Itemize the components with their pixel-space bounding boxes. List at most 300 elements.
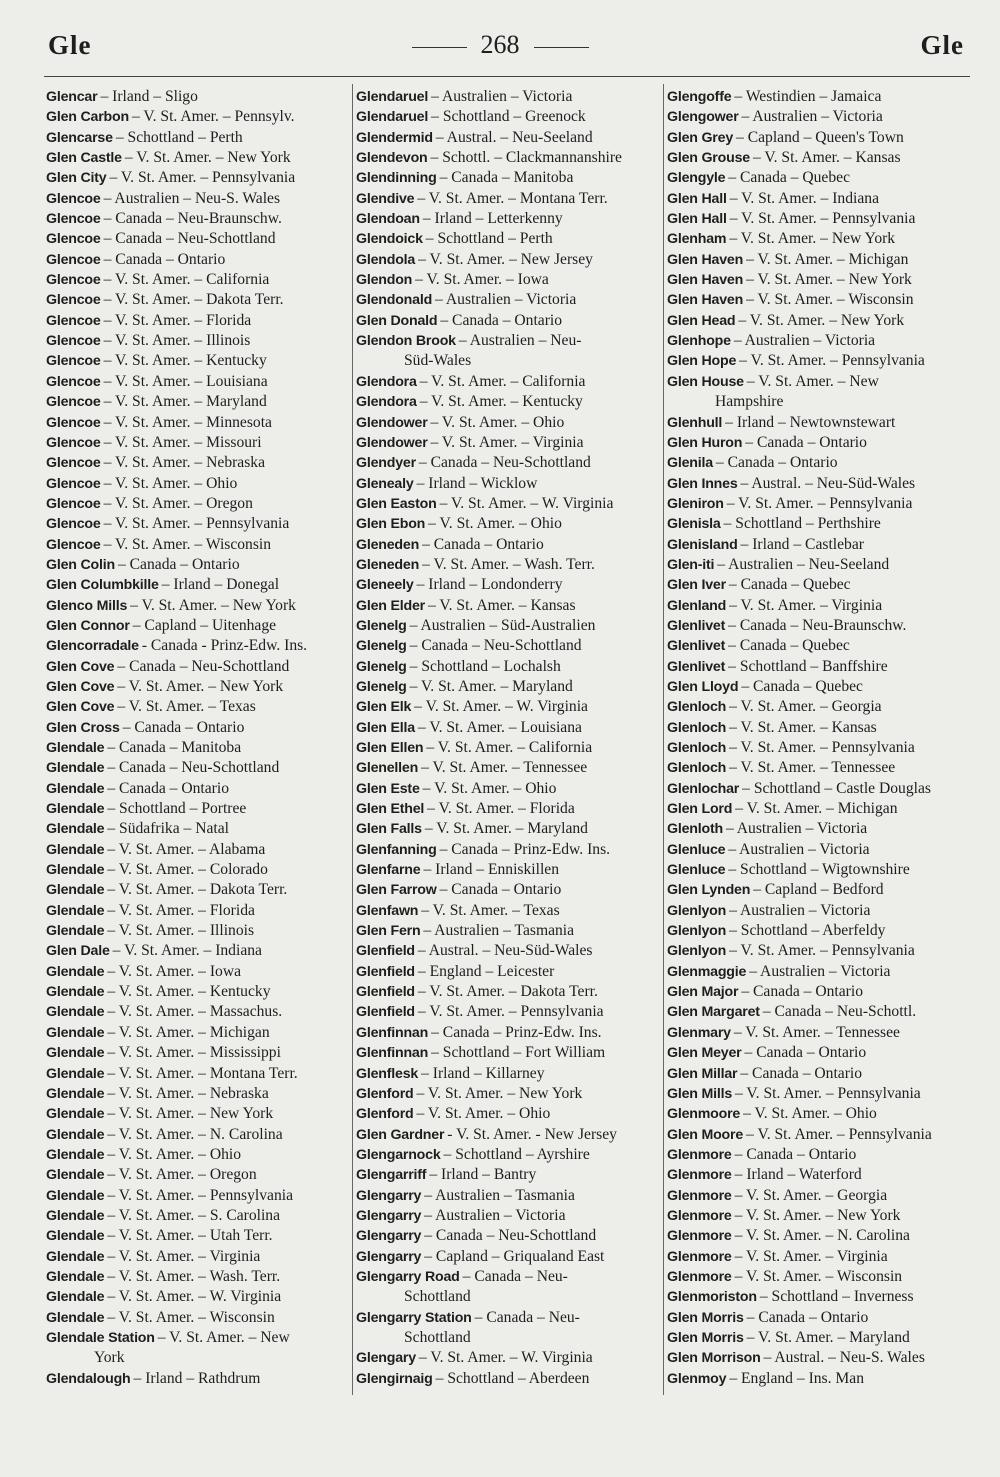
gazetteer-entry	[356, 616, 656, 636]
entry-place-name: Glenluce	[667, 841, 726, 858]
entry-location: – Canada – Neu-Schottl.	[762, 1003, 917, 1021]
entry-place-name: Glenealy	[356, 475, 414, 492]
entry-location: – V. St. Amer. – N. Carolina	[107, 1125, 283, 1143]
column-1	[46, 87, 346, 1389]
entry-location: – V. St. Amer. – N. Carolina	[734, 1227, 910, 1245]
page-number-line	[0, 30, 1000, 60]
entry-location: – Australien – Victoria	[728, 840, 870, 858]
gazetteer-entry	[667, 982, 967, 1002]
entry-location: – V. St. Amer. – New York	[729, 230, 896, 248]
entry-place-name: Glenmoy	[667, 1370, 727, 1387]
entry-place-name: Glencoe	[46, 495, 101, 512]
entry-location: – Irland – Waterford	[734, 1166, 862, 1184]
entry-place-name: Glen Donald	[356, 312, 438, 329]
gazetteer-entry	[356, 941, 656, 961]
entry-place-name: Glendola	[356, 251, 416, 268]
gazetteer-entry	[356, 1369, 656, 1389]
entry-location: – Canada – Ontario	[122, 718, 245, 736]
gazetteer-entry	[356, 1145, 656, 1165]
entry-place-name: Glen Gardner	[356, 1126, 445, 1143]
entry-place-name: Glencoe	[46, 251, 101, 268]
entry-location: – V. St. Amer. – New Jersey	[418, 250, 593, 268]
gazetteer-entry	[667, 311, 967, 331]
entry-location: – Australien – Neu-S. Wales	[103, 189, 281, 207]
entry-place-name: Glenlivet	[667, 617, 726, 634]
gazetteer-entry	[46, 290, 346, 310]
entry-place-name: Glen-iti	[667, 556, 715, 573]
gazetteer-entry	[46, 555, 346, 575]
entry-place-name: Glenford	[356, 1106, 414, 1123]
entry-place-name: Glendale	[46, 1167, 105, 1184]
gazetteer-entry	[356, 250, 656, 270]
entry-place-name: Glencoe	[46, 414, 101, 431]
entry-location: – V. St. Amer. – W. Virginia	[107, 1288, 282, 1306]
entry-place-name: Glen Morris	[667, 1309, 744, 1326]
entry-place-name: Glendale	[46, 923, 105, 940]
entry-location-continued: York	[94, 1349, 125, 1367]
entry-location: – Irland – Letterkenny	[422, 210, 563, 228]
entry-location: – Austral. – Neu-S. Wales	[763, 1349, 925, 1367]
entry-place-name: Glendonald	[356, 292, 433, 309]
entry-location: – V. St. Amer. – California	[426, 739, 593, 756]
gazetteer-entry	[46, 697, 346, 717]
entry-place-name: Glenmary	[667, 1024, 731, 1041]
gazetteer-entry	[667, 941, 967, 961]
entry-location: – Canada – Neu-Schottland	[424, 1227, 597, 1245]
entry-location: – V. St. Amer. – New York	[734, 1206, 901, 1224]
entry-place-name: Glen Iver	[667, 577, 726, 594]
entry-location: – Austral. – Neu-Süd-Wales	[417, 942, 593, 960]
gazetteer-entry	[667, 1165, 967, 1185]
gazetteer-entry	[46, 840, 346, 860]
gazetteer-entry	[356, 535, 656, 555]
entry-place-name: Glendale	[46, 1289, 105, 1306]
gazetteer-entry	[356, 636, 656, 656]
entry-location: – Irland – Sligo	[100, 88, 198, 105]
entry-place-name: Glenmore	[667, 1228, 732, 1245]
gazetteer-entry	[667, 351, 967, 371]
gazetteer-entry	[356, 962, 656, 982]
entry-location: – V. St. Amer. – New York	[746, 271, 912, 289]
gazetteer-entry	[667, 514, 967, 534]
gazetteer-entry	[46, 1165, 346, 1185]
entry-place-name: Glendale	[46, 760, 105, 777]
gazetteer-entry	[667, 718, 967, 738]
entry-place-name: Glen Grey	[667, 129, 734, 146]
entry-place-name: Glendora	[356, 373, 417, 390]
gazetteer-entry	[356, 392, 656, 412]
entry-location: – Canada – Ontario	[745, 433, 867, 451]
entry-location: – V. St. Amer. – W. Virginia	[414, 698, 588, 716]
entry-location: – Canada – Neu-Schottland	[117, 657, 290, 675]
entry-location: – V. St. Amer. – Virginia	[107, 1247, 261, 1265]
gazetteer-entry	[356, 311, 656, 331]
entry-place-name: Glen Millar	[667, 1065, 738, 1082]
entry-location-continued: Schottland	[404, 1328, 471, 1346]
entry-location: – V. St. Amer. – Indiana	[112, 942, 262, 960]
gazetteer-entry	[667, 1226, 967, 1246]
entry-place-name: Glendoick	[356, 231, 423, 248]
gazetteer-entry	[356, 1206, 656, 1226]
entry-place-name: Glencoe	[46, 373, 101, 390]
gazetteer-entry	[46, 250, 346, 270]
entry-place-name: Glenlochar	[667, 780, 740, 797]
gazetteer-entry	[356, 474, 656, 494]
entry-location: – V. St. Amer. – Montana Terr.	[417, 189, 608, 207]
entry-place-name: Glenmore	[667, 1207, 732, 1224]
entry-place-name: Glengarry Road	[356, 1268, 460, 1285]
entry-location: – V. St. Amer. – Illinois	[107, 922, 255, 940]
gazetteer-entry	[667, 535, 967, 555]
entry-location: – V. St. Amer. – Pennsylvania	[746, 1125, 932, 1143]
entry-place-name: Glen Morris	[667, 1329, 744, 1346]
gazetteer-entry	[356, 1023, 656, 1043]
gazetteer-entry	[356, 758, 656, 778]
entry-location: – V. St. Amer. – Georgia	[729, 698, 882, 716]
entry-location: – V. St. Amer. – Pennsylvania	[739, 352, 925, 370]
gazetteer-entry	[356, 209, 656, 229]
entry-location: – Canada – Prinz-Edw. Ins.	[439, 840, 611, 858]
entry-place-name: Glendale	[46, 801, 105, 818]
entry-location: – V. St. Amer. – California	[419, 372, 586, 390]
entry-place-name: Glendinning	[356, 170, 437, 187]
entry-location: – V. St. Amer. – Minnesota	[103, 413, 272, 431]
entry-place-name: Glendale	[46, 1106, 105, 1123]
entry-place-name: Glenelg	[356, 658, 407, 675]
entry-location: – V. St. Amer. – Massachus.	[107, 1003, 283, 1021]
gazetteer-entry	[667, 779, 967, 799]
entry-place-name: Glengyle	[667, 170, 726, 187]
entry-location: – V. St. Amer. – Kentucky	[419, 393, 583, 411]
entry-place-name: Glen Lloyd	[667, 678, 739, 695]
entry-location: – Canada – Neu-Braunschw.	[103, 210, 282, 228]
entry-location: – Australien – Victoria	[729, 901, 871, 919]
gazetteer-entry	[667, 860, 967, 880]
entry-place-name: Glenfinnan	[356, 1024, 429, 1041]
entry-location: – Schottland – Wigtownshire	[728, 861, 910, 879]
entry-place-name: Glen Este	[356, 780, 420, 797]
gazetteer-entry	[46, 860, 346, 880]
entry-place-name: Glendermid	[356, 129, 433, 146]
entry-location: – Canada – Ontario	[422, 535, 544, 553]
entry-place-name: Glencoe	[46, 394, 101, 411]
entry-location: – Schottland – Inverness	[759, 1288, 914, 1306]
gazetteer-entry	[46, 209, 346, 229]
gazetteer-entry	[46, 596, 346, 616]
entry-place-name: Glendale	[46, 780, 105, 797]
gazetteer-entry	[667, 677, 967, 697]
entry-place-name: Glenhope	[667, 333, 731, 350]
entry-location: – Australien – Victoria	[741, 108, 883, 126]
entry-location: – Canada – Neu-	[474, 1308, 580, 1326]
entry-place-name: Glenloch	[667, 740, 727, 756]
entry-location: – V. St. Amer. – Mississippi	[107, 1044, 281, 1062]
gazetteer-entry	[667, 901, 967, 921]
column-3	[667, 87, 967, 1389]
gazetteer-entry	[46, 982, 346, 1002]
entry-location: – V. St. Amer. – Ohio	[430, 413, 565, 431]
entry-location: – Schottland – Banffshire	[728, 657, 888, 675]
entry-location: – V. St. Amer. – Tennessee	[421, 759, 588, 777]
gazetteer-entry	[667, 1084, 967, 1104]
entry-location: – V. St. Amer. – Tennessee	[729, 759, 896, 777]
entry-location: - Canada - Prinz-Edw. Ins.	[141, 637, 308, 655]
gazetteer-entry	[667, 1023, 967, 1043]
gazetteer-entry	[667, 433, 967, 453]
entry-place-name: Glencoe	[46, 190, 101, 207]
entry-location: – Westindien – Jamaica	[734, 88, 882, 105]
entry-location: – V. St. Amer. – Alabama	[107, 840, 266, 858]
entry-place-name: Glendale	[46, 1004, 105, 1021]
entry-place-name: Glen Falls	[356, 821, 422, 838]
entry-place-name: Glengirnaig	[356, 1370, 433, 1387]
gazetteer-entry	[46, 1328, 346, 1369]
entry-place-name: Glencarse	[46, 129, 113, 146]
entry-location: – V. St. Amer. – New York	[416, 1084, 583, 1102]
entry-place-name: Glenmoore	[667, 1106, 741, 1123]
gazetteer-entry	[667, 1145, 967, 1165]
gazetteer-entry	[667, 1247, 967, 1267]
entry-place-name: Glendaruel	[356, 89, 429, 105]
entry-location: – Irland – Bantry	[429, 1166, 537, 1184]
gazetteer-entry	[356, 901, 656, 921]
entry-place-name: Glen Haven	[667, 251, 744, 268]
entry-place-name: Glendon Brook	[356, 333, 456, 350]
gazetteer-entry	[356, 128, 656, 148]
entry-location: – V. St. Amer. – Virginia	[734, 1247, 888, 1265]
gazetteer-entry	[46, 1084, 346, 1104]
entry-place-name: Glendale	[46, 862, 105, 879]
entry-place-name: Glen Hall	[667, 211, 727, 228]
entry-place-name: Glendaruel	[356, 109, 429, 126]
entry-location: – V. St. Amer. – Pennsylvania	[103, 515, 290, 533]
entry-place-name: Glencoe	[46, 231, 101, 248]
entry-location: – Australien – Tasmania	[424, 1186, 575, 1204]
gazetteer-entry	[667, 1287, 967, 1307]
entry-location: – Canada – Prinz-Edw. Ins.	[431, 1023, 602, 1041]
entry-place-name: Glengary	[356, 1350, 416, 1367]
entry-location: – V. St. Amer. – Tennessee	[733, 1023, 900, 1041]
gazetteer-entry	[667, 413, 967, 433]
entry-place-name: Glenmaggie	[667, 963, 747, 980]
entry-location: – Canada – Ontario	[439, 881, 562, 899]
entry-location: – Canada – Ontario	[107, 779, 230, 797]
entry-location: – Austral. – Neu-Süd-Wales	[740, 474, 916, 492]
entry-place-name: Glenloch	[667, 699, 727, 716]
entry-location: – V. St. Amer. – Wash. Terr.	[422, 555, 595, 573]
entry-location: – V. St. Amer. – Michigan	[735, 800, 898, 818]
entry-location: – Capland – Griqualand East	[424, 1247, 605, 1265]
entry-place-name: Glendale	[46, 1146, 105, 1163]
entry-place-name: Glendale	[46, 1085, 105, 1102]
entry-place-name: Gleniron	[667, 495, 724, 512]
entry-location: – England – Leicester	[417, 962, 555, 980]
gazetteer-entry	[46, 677, 346, 697]
entry-location: – Schottland – Aberfeldy	[729, 922, 886, 940]
entry-place-name: Glenluce	[667, 862, 726, 879]
gazetteer-entry	[46, 616, 346, 636]
entry-place-name: Glenloch	[667, 719, 727, 736]
entry-location: – Irland – Donegal	[161, 576, 280, 594]
running-head-left: Gle	[48, 30, 92, 60]
entry-place-name: Glendon	[356, 272, 413, 289]
gazetteer-entry	[46, 413, 346, 433]
gazetteer-entry	[667, 453, 967, 473]
entry-place-name: Glencar	[46, 89, 98, 105]
entry-place-name: Glen Hall	[667, 190, 727, 207]
entry-place-name: Glendale	[46, 1065, 105, 1082]
entry-location: – V. St. Amer. – Ohio	[107, 1145, 242, 1163]
entry-location: – Australien – Süd-Australien	[409, 616, 596, 634]
gazetteer-entry	[667, 921, 967, 941]
gazetteer-entry	[356, 1002, 656, 1022]
entry-place-name: Glencoe	[46, 211, 101, 228]
gazetteer-entry	[356, 1165, 656, 1185]
gazetteer-entry	[667, 1206, 967, 1226]
entry-place-name: Glen Cove	[46, 678, 115, 695]
gazetteer-entry	[356, 921, 656, 941]
entry-location: – V. St. Amer. – New York	[124, 149, 291, 167]
entry-location: – V. St. Amer. – Ohio	[428, 515, 562, 533]
gazetteer-entry	[667, 1104, 967, 1124]
entry-place-name: Glendale	[46, 902, 105, 919]
gazetteer-entry	[667, 596, 967, 616]
entry-place-name: Glenlivet	[667, 658, 726, 675]
entry-location: – V. St. Amer. – Pennsylvania	[417, 1003, 604, 1021]
entry-place-name: Gleneden	[356, 536, 420, 553]
gazetteer-entry	[667, 1186, 967, 1206]
gazetteer-entry	[46, 87, 346, 107]
entry-location: – V. St. Amer. – Florida	[427, 800, 575, 818]
entry-location: – Canada – Ontario	[440, 311, 563, 329]
entry-place-name: Glen House	[667, 373, 744, 390]
entry-place-name: Glendale	[46, 1207, 105, 1224]
gazetteer-entry	[46, 1186, 346, 1206]
entry-place-name: Glenlyon	[667, 943, 727, 960]
page-number: 268	[480, 30, 520, 59]
entry-location-continued: Süd-Wales	[404, 352, 472, 370]
entry-place-name: Glendora	[356, 394, 417, 411]
gazetteer-entry	[46, 962, 346, 982]
gazetteer-entry	[356, 189, 656, 209]
entry-location: – Canada – Neu-Schottland	[409, 637, 582, 655]
entry-location: – Schottland – Greenock	[431, 108, 586, 126]
entry-location: – V. St. Amer. – New York	[107, 1105, 274, 1123]
entry-location: – V. St. Amer. – Pennsylvania	[729, 210, 916, 228]
entry-location: – Capland – Uitenhage	[132, 616, 277, 634]
gazetteer-entry	[46, 1287, 346, 1307]
entry-place-name: Glencorradale	[46, 638, 139, 655]
entry-location: – V. St. Amer. – Ohio	[422, 779, 557, 797]
entry-place-name: Glendale	[46, 841, 105, 858]
gazetteer-entry	[667, 758, 967, 778]
gazetteer-entry	[667, 555, 967, 575]
gazetteer-entry	[356, 413, 656, 433]
entry-location: – Austral. – Neu-Seeland	[435, 128, 593, 146]
entry-place-name: Glen City	[46, 170, 107, 187]
gazetteer-entry	[46, 1043, 346, 1063]
gazetteer-entry	[667, 270, 967, 290]
entry-location: – V. St. Amer. – Indiana	[729, 189, 879, 207]
entry-place-name: Glendale Station	[46, 1329, 155, 1346]
gazetteer-entry	[46, 1002, 346, 1022]
entry-location: – Australien – Victoria	[733, 332, 876, 350]
gazetteer-entry	[46, 1369, 346, 1389]
entry-place-name: Glendale	[46, 740, 105, 756]
entry-location: – Irland – Newtownstewart	[725, 413, 896, 431]
gazetteer-entry	[667, 575, 967, 595]
gazetteer-entry	[356, 168, 656, 188]
entry-location: – Canada – Neu-Schottland	[103, 230, 276, 248]
entry-place-name: Glendale	[46, 882, 105, 899]
entry-place-name: Glen Haven	[667, 292, 744, 309]
entry-location: – V. St. Amer. – Louisiana	[103, 372, 268, 390]
gazetteer-entry	[46, 1308, 346, 1328]
entry-place-name: Glendive	[356, 190, 415, 207]
entry-place-name: Glen Carbon	[46, 109, 129, 126]
gazetteer-entry	[356, 87, 656, 107]
gazetteer-entry	[667, 87, 967, 107]
gazetteer-entry	[46, 636, 346, 656]
gazetteer-entry	[667, 819, 967, 839]
entry-location: – Schottland – Lochalsh	[409, 657, 561, 675]
entry-place-name: Glenmoriston	[667, 1289, 757, 1306]
entry-location: – V. St. Amer. – Wisconsin	[734, 1267, 903, 1285]
gazetteer-entry	[46, 535, 346, 555]
entry-location: – Canada – Manitoba	[107, 739, 242, 756]
entry-place-name: Glen Cove	[46, 699, 115, 716]
entry-location: – V. St. Amer. – Maryland	[409, 677, 573, 695]
gazetteer-entry	[46, 779, 346, 799]
gazetteer-entry	[356, 738, 656, 758]
entry-location: – Capland – Queen's Town	[736, 128, 904, 146]
entry-place-name: Glencoe	[46, 434, 101, 451]
gazetteer-entry	[356, 982, 656, 1002]
entry-location: – V. St. Amer. – Kentucky	[107, 983, 271, 1001]
entry-location: – Canada – Quebec	[741, 677, 863, 695]
entry-place-name: Glen Columbkille	[46, 577, 159, 594]
gazetteer-entry	[46, 474, 346, 494]
entry-place-name: Glendale	[46, 963, 105, 980]
gazetteer-entry	[667, 697, 967, 717]
gazetteer-entry	[667, 840, 967, 860]
entry-place-name: Glen Margaret	[667, 1004, 760, 1021]
entry-place-name: Glenloth	[667, 821, 723, 838]
entry-location: – Australien – Victoria	[725, 820, 868, 838]
entry-location: – Canada – Ontario	[734, 1145, 857, 1163]
entry-location: – Canada – Quebec	[728, 576, 851, 594]
entry-place-name: Glencoe	[46, 292, 101, 309]
entry-location: – V. St. Amer. – Kansas	[752, 149, 901, 167]
gazetteer-entry	[667, 1348, 967, 1368]
entry-place-name: Glendale	[46, 1268, 105, 1285]
entry-place-name: Glenham	[667, 231, 727, 248]
entry-location: – Schottland – Perthshire	[723, 515, 881, 533]
gazetteer-entry	[356, 840, 656, 860]
entry-location: - V. St. Amer. - New Jersey	[447, 1125, 617, 1143]
gazetteer-entry	[46, 392, 346, 412]
entry-place-name: Glencoe	[46, 312, 101, 329]
header-rule	[44, 76, 970, 77]
entry-location: – Schottland – Portree	[107, 800, 247, 818]
gazetteer-entry	[356, 575, 656, 595]
entry-location: – Canada – Neu-Schottland	[418, 454, 591, 472]
entry-place-name: Glenfinnan	[356, 1045, 429, 1062]
gazetteer-entry	[46, 1206, 346, 1226]
entry-location: – Canada – Ontario	[103, 250, 226, 268]
entry-place-name: Glencoe	[46, 272, 101, 289]
entry-location: – V. St. Amer. – Wisconsin	[103, 535, 272, 553]
